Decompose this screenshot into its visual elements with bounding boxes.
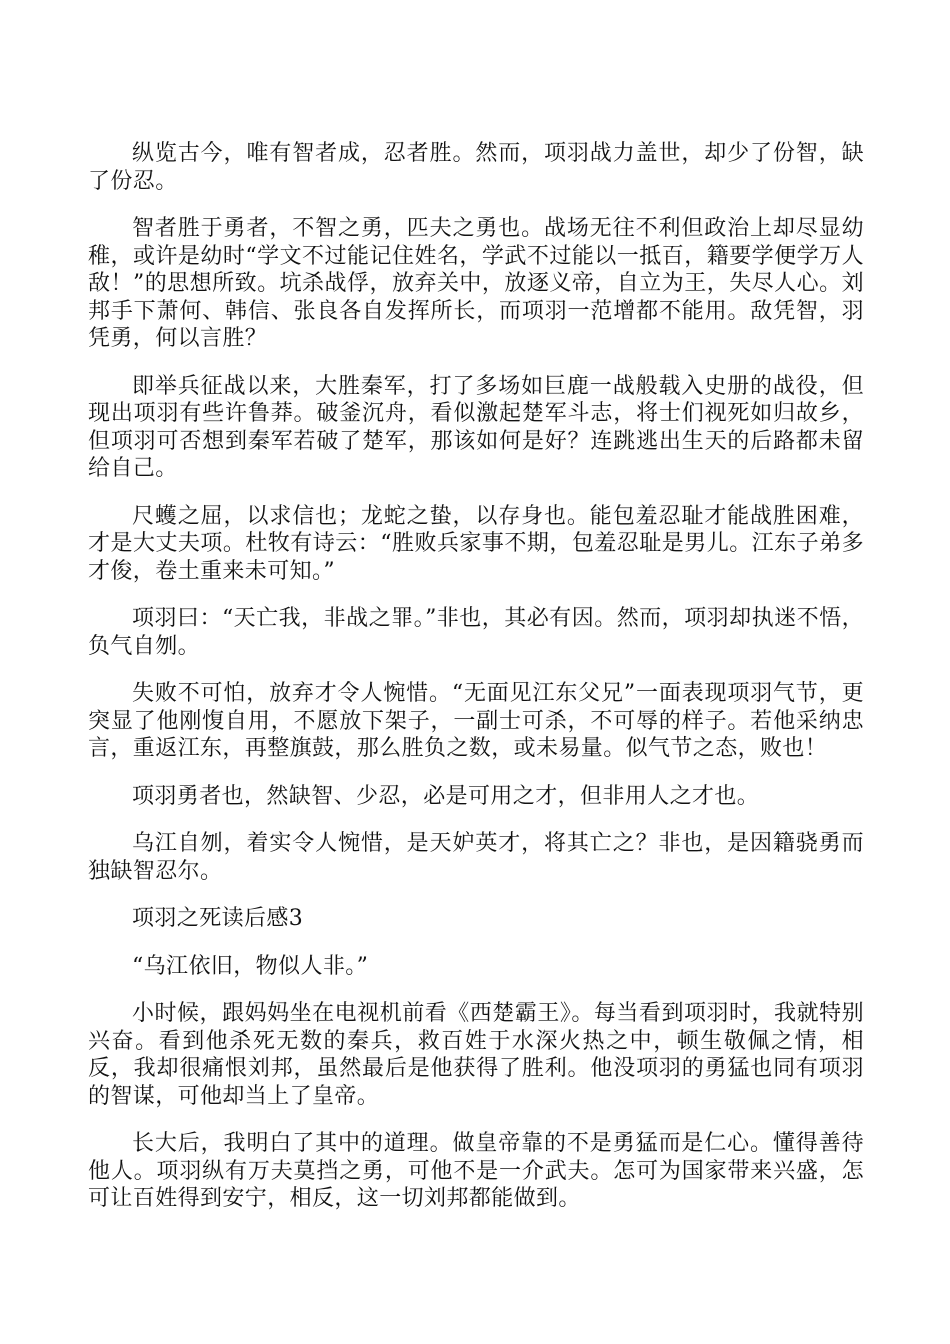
section-heading: 项羽之死读后感3	[132, 906, 304, 931]
paragraph-10: 长大后，我明白了其中的道理。做皇帝靠的不是勇猛而是仁心。懂得善待他人。项羽纵有万夫莫挡之勇，可他不是一介武夫。怎可为国家带来兴盛，怎可让百姓得到安宁，相反，这一切刘邦都能做到。	[88, 1131, 864, 1211]
paragraph-9: 小时候，跟妈妈坐在电视机前看《西楚霸王》。每当看到项羽时，我就特别兴奋。看到他杀死无数的秦兵，救百姓于水深火热之中，顿生敬佩之情，相反，我却很痛恨刘邦，虽然最后是他获得了胜利。他没项羽的勇猛也同有项羽的智谋，可他却当上了皇帝。	[88, 1001, 864, 1109]
paragraph-6: 失败不可怕，放弃才令人惋惜。“无面见江东父兄”一面表现项羽气节，更突显了他刚愎自用，不愿放下架子，一副士可杀，不可辱的样子。若他采纳忠言，重返江东，再整旗鼓，那么胜负之数，或未易量。似气节之态，败也！	[88, 681, 864, 761]
paragraph-4: 尺蠖之屈，以求信也；龙蛇之蛰，以存身也。能包羞忍耻才能战胜困难，才是大丈夫项。杜牧有诗云：“胜败兵家事不期，包羞忍耻是男儿。江东子弟多才俊，卷土重来未可知。”	[88, 503, 864, 584]
document-body	[88, 140, 864, 1233]
paragraph-5: 项羽曰：“天亡我，非战之罪。”非也，其必有因。然而，项羽却执迷不悟，负气自刎。	[88, 606, 864, 659]
paragraph-3: 即举兵征战以来，大胜秦军，打了多场如巨鹿一战般载入史册的战役，但现出项羽有些许鲁莽。破釜沉舟，看似激起楚军斗志，将士们视死如归故乡，但项羽可否想到秦军若破了楚军，那该如何是好？连跳逃出生天的后路都未留给自己。	[88, 373, 864, 481]
paragraph-8: 乌江自刎，着实令人惋惜，是天妒英才，将其亡之？非也，是因籍骁勇而独缺智忍尔。	[88, 831, 864, 884]
paragraph-1: 纵览古今，唯有智者成，忍者胜。然而，项羽战力盖世，却少了份智，缺了份忍。	[88, 141, 864, 194]
paragraph-7: 项羽勇者也，然缺智、少忍，必是可用之才，但非用人之才也。	[132, 783, 760, 809]
quote-line: “乌江依旧，物似人非。”	[132, 953, 369, 979]
paragraph-2: 智者胜于勇者，不智之勇，匹夫之勇也。战场无往不利但政治上却尽显幼稚，或许是幼时“学文不过能记住姓名，学武不过能以一抵百，籍要学便学万人敌！”的思想所致。坑杀战俘，放弃关中，放逐义帝，自立为王，失尽人心。刘邦手下萧何、韩信、张良各自发挥所长，而项羽一范增都不能用。敌凭智，羽凭勇，何以言胜？	[88, 216, 864, 351]
